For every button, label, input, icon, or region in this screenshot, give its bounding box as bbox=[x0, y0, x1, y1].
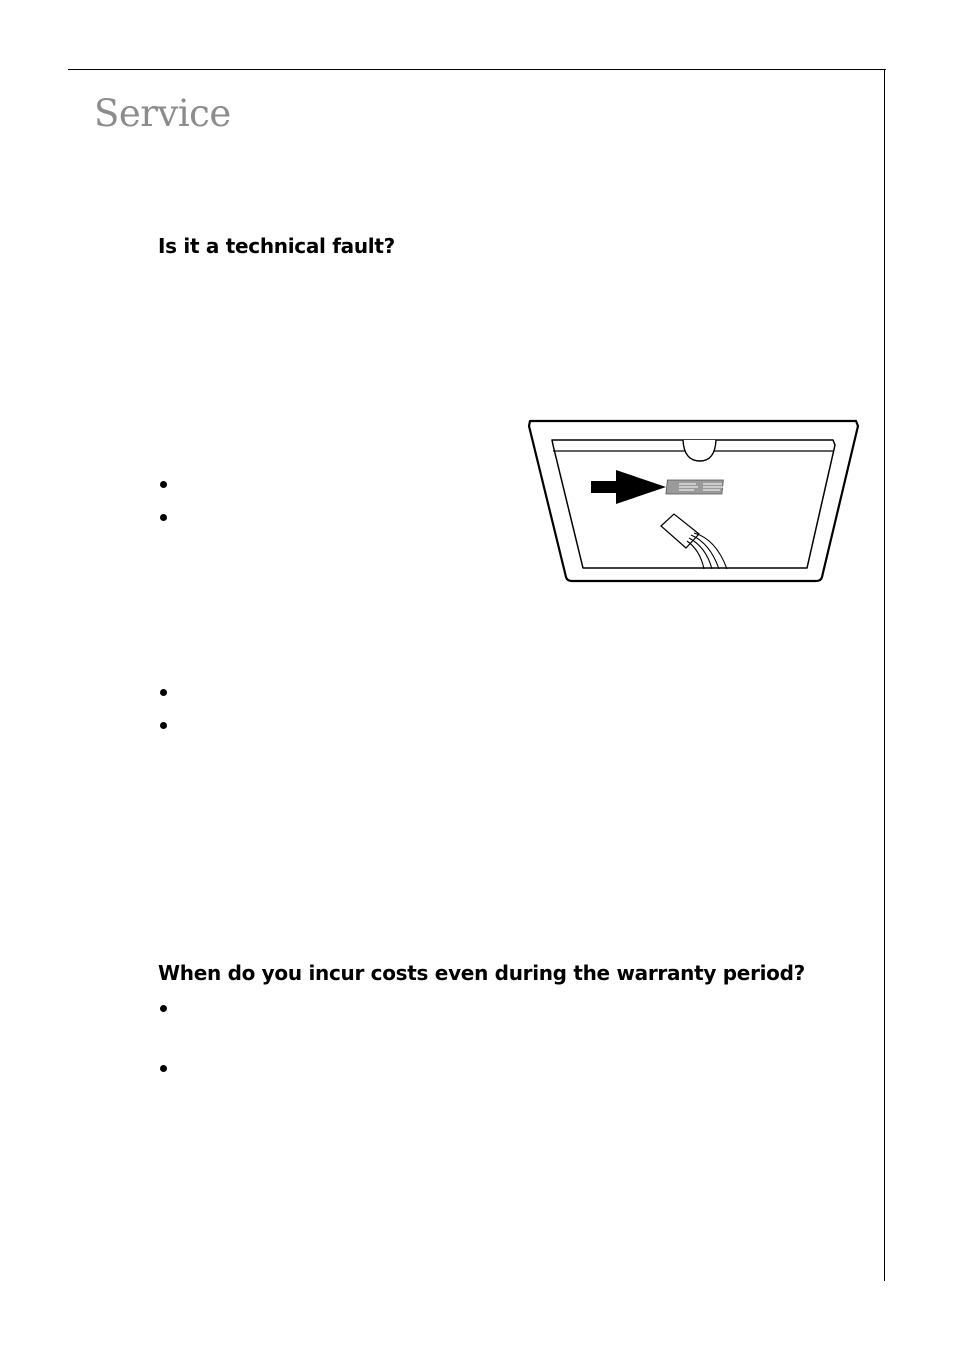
bullet-point bbox=[160, 1005, 167, 1012]
page-title: Service bbox=[94, 92, 231, 135]
right-rule bbox=[884, 69, 885, 1281]
bullet-point bbox=[160, 481, 167, 488]
bullet-point bbox=[160, 689, 167, 696]
top-rule bbox=[68, 69, 886, 70]
section-heading-technical-fault: Is it a technical fault? bbox=[158, 234, 395, 258]
rating-plate-icon bbox=[666, 480, 724, 494]
section-heading-warranty-costs: When do you incur costs even during the warranty period? bbox=[158, 961, 805, 985]
bullet-point bbox=[160, 514, 167, 521]
bullet-point bbox=[160, 1065, 167, 1072]
bullet-point bbox=[160, 722, 167, 729]
appliance-interior-icon bbox=[526, 417, 860, 585]
rating-plate-illustration bbox=[526, 417, 860, 589]
